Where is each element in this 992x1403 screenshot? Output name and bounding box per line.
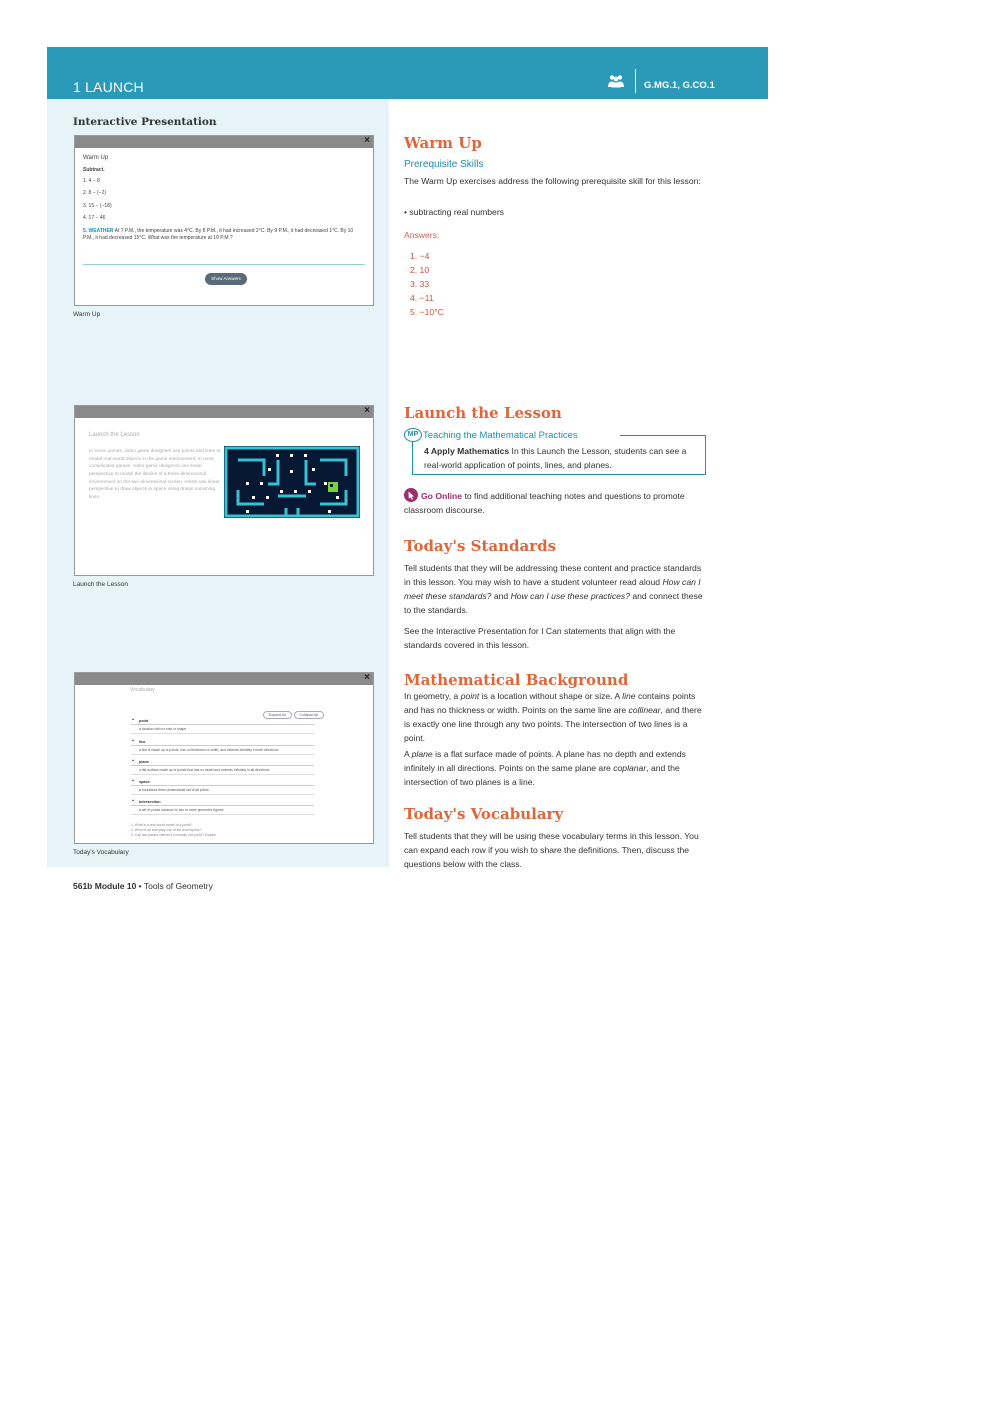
- vocabulary-caption: Today's Vocabulary: [73, 849, 129, 856]
- section-title: 1 LAUNCH: [73, 79, 144, 95]
- warmup-slide-title: Warm Up: [83, 155, 109, 161]
- answer-item: 4. −11: [410, 293, 434, 303]
- vocab-definition: a flat surface made up of points that has no depth and extends infinitely in all directions: [131, 766, 314, 775]
- math-background-heading: Mathematical Background: [404, 671, 629, 689]
- warm-up-thumbnail[interactable]: [74, 135, 374, 306]
- warmup-question-5: [83, 228, 365, 243]
- launch-slide-text: In some games, video game designers use points and lines to model real-world objects in the game environment. In more complicated games, video game designers use linear perspective to model the illusion of a three-dimensional environment on the two-dimensional screen. Artists use linear perspective to draw objects in space using drawn vanishing lines.: [89, 449, 221, 501]
- standards-paragraph-2: See the Interactive Presentation for I Can statements that align with the standards covered in this lesson.: [404, 626, 676, 650]
- math-practices-text: [424, 444, 702, 472]
- prerequisite-bullet: • subtracting real numbers: [404, 207, 504, 217]
- collapse-all-button[interactable]: Collapse All: [294, 711, 324, 719]
- q5-text: At 7 P.M., the temperature was 4°C. By 8 P.M., it had increased 2°C. By 9 P.M., it had decreased 1°C. By 10 P.M., it had decreased 15°C. What was the temperature at 10 P.M.?: [83, 227, 354, 241]
- vocab-questions: [131, 823, 217, 838]
- warmup-question: 2. 8 − (−2): [83, 190, 107, 196]
- background-paragraph-2: A plane is a flat surface made of points. A plane has no depth and extends infinitely in all directions. Points on the same plane are coplanar, and the intersection of two planes is a line.: [404, 749, 686, 787]
- expand-all-button[interactable]: Expand All: [263, 711, 292, 719]
- vocab-row[interactable]: [131, 799, 314, 815]
- maze-game-image: [224, 446, 360, 518]
- vocab-slide-title: Vocabulary: [130, 687, 155, 693]
- answer-item: 5. −10°C: [410, 307, 444, 317]
- math-practices-title: Teaching the Mathematical Practices: [423, 430, 578, 441]
- interactive-presentation-panel: [47, 99, 389, 867]
- warmup-question: 1. 4 − 8: [83, 177, 100, 184]
- people-icon: [607, 74, 625, 88]
- header-divider: [635, 69, 636, 93]
- math-practices-box: [404, 428, 706, 476]
- thumbnail-divider: [83, 264, 365, 265]
- answer-item: 1. −4: [410, 251, 430, 261]
- warmup-question: 3. 15 − (−18): [83, 202, 112, 209]
- close-icon[interactable]: ×: [364, 135, 370, 146]
- vocab-term: ⌄ line: [131, 739, 314, 746]
- vocabulary-thumbnail[interactable]: [74, 672, 374, 844]
- math-practice-label: 4 Apply Mathematics: [424, 446, 510, 456]
- vocab-row[interactable]: [131, 759, 314, 775]
- answers-list: [410, 249, 444, 319]
- vocab-term: ⌄ plane: [131, 759, 314, 766]
- thumbnail-titlebar: [75, 673, 373, 685]
- thumbnail-titlebar: [75, 136, 373, 148]
- standards-codes: G.MG.1, G.CO.1: [644, 80, 715, 91]
- vocab-row[interactable]: [131, 739, 314, 755]
- launch-lesson-thumbnail[interactable]: [74, 405, 374, 576]
- module-label: Module 10: [94, 881, 137, 891]
- vocab-term: ⌄ point: [131, 718, 314, 725]
- go-online-text: to find additional teaching notes and questions to promote classroom discourse.: [404, 491, 685, 515]
- close-icon[interactable]: ×: [364, 405, 370, 416]
- show-answers-button[interactable]: Show Answers: [205, 273, 247, 285]
- mp-icon: MP: [404, 428, 422, 442]
- answer-item: 3. 33: [410, 279, 430, 289]
- answers-label: Answers:: [404, 230, 440, 240]
- vocab-question: 1. What is a real-world model of a point?: [131, 823, 192, 827]
- vocab-row[interactable]: [131, 718, 314, 734]
- vocab-definition: a location with no size or shape: [131, 725, 314, 734]
- vocab-definition: a line is made up of points, has no thickness or width, and extends infinitely in both directions: [131, 746, 314, 755]
- vocab-term: ⌄ intersection: [131, 799, 314, 806]
- launch-slide-title: Launch the Lesson: [89, 432, 140, 438]
- standards-heading: Today's Standards: [404, 537, 557, 555]
- vocab-definition: a boundless three-dimensional set of all points: [131, 786, 314, 795]
- warm-up-caption: Warm Up: [73, 311, 101, 318]
- launch-lesson-caption: Launch the Lesson: [73, 581, 128, 588]
- warm-up-text: The Warm Up exercises address the following prerequisite skill for this lesson:: [404, 176, 701, 186]
- prerequisite-skills-heading: Prerequisite Skills: [404, 159, 484, 170]
- q5-label: 5. WEATHER: [83, 227, 114, 234]
- module-title: Tools of Geometry: [143, 881, 213, 891]
- page-footer: [73, 881, 213, 891]
- cursor-click-icon: [404, 488, 418, 502]
- go-online-link[interactable]: Go Online: [421, 491, 463, 501]
- go-online-note: [404, 488, 706, 517]
- page-number: 561b: [73, 881, 93, 891]
- vocab-question: 2. What is an everyday use of the word space?: [131, 828, 202, 833]
- warm-up-heading: Warm Up: [404, 134, 482, 152]
- panel-title: Interactive Presentation: [73, 116, 217, 128]
- background-paragraph-1: In geometry, a point is a location without shape or size. A line contains points and has no thickness or width. Points on the same line are collinear, and there is exactly one line through any two points. The intersection of two lines is a point.: [404, 691, 702, 743]
- thumbnail-titlebar: [75, 406, 373, 418]
- launch-lesson-heading: Launch the Lesson: [404, 404, 562, 422]
- close-icon[interactable]: ×: [364, 672, 370, 683]
- warmup-question: 4. 17 − 46: [83, 215, 106, 221]
- warmup-instruction: Subtract.: [83, 167, 105, 173]
- vocabulary-heading: Today's Vocabulary: [404, 805, 564, 823]
- vocabulary-text: Tell students that they will be using these vocabulary terms in this lesson. You can expand each row if you wish to share the definitions. Then, discuss the questions below with the class.: [404, 831, 699, 869]
- answer-item: 2. 10: [410, 265, 430, 275]
- vocab-question: 3. Can two planes intersect in exactly one point? Explain.: [131, 833, 217, 838]
- math-practice-desc: In this Launch the Lesson, students can see a real-world application of points, lines, and planes.: [424, 446, 687, 470]
- vocab-term: ⌄ space: [131, 779, 314, 786]
- footer-separator: •: [136, 881, 144, 891]
- vocab-definition: a set of points common to two or more geometric figures: [131, 806, 314, 815]
- vocab-row[interactable]: [131, 779, 314, 795]
- standards-paragraph-1: Tell students that they will be addressing these content and practice standards in this lesson. You may wish to have a student volunteer read aloud How can I meet these standards? and How can I use these practices? and connect these to the standards.: [404, 563, 703, 615]
- math-practices-rule: [620, 435, 706, 436]
- section-header: [47, 47, 768, 99]
